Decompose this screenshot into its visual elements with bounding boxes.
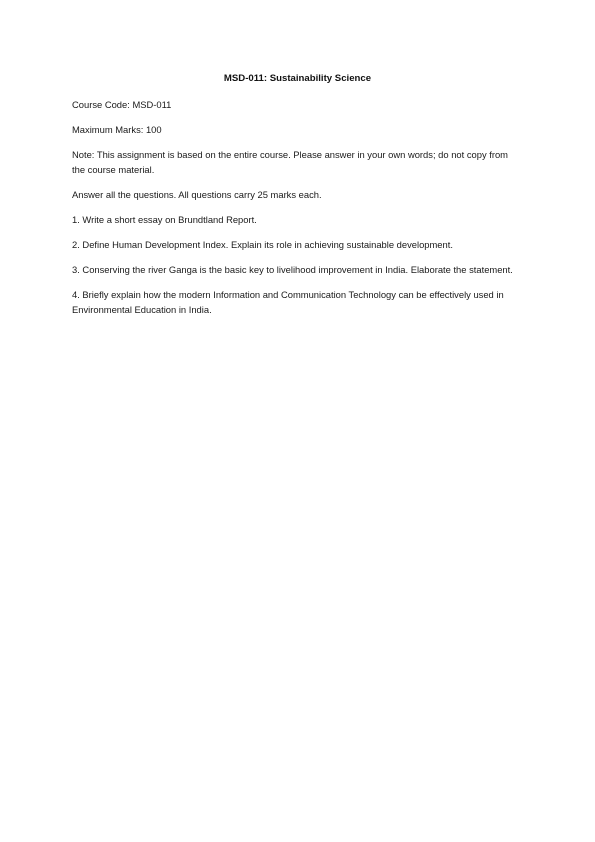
question-4: 4. Briefly explain how the modern Information and Communication Technology can be effectively used in Environmental Education in India.: [72, 289, 504, 315]
maximum-marks: Maximum Marks: 100: [72, 124, 162, 135]
instructions: Answer all the questions. All questions carry 25 marks each.: [72, 189, 322, 200]
assignment-note: Note: This assignment is based on the entire course. Please answer in your own words; do not copy from the course material.: [72, 149, 508, 175]
course-code: Course Code: MSD-011: [72, 99, 172, 110]
question-2: 2. Define Human Development Index. Explain its role in achieving sustainable development.: [72, 239, 453, 250]
document-title: MSD-011: Sustainability Science: [223, 73, 372, 84]
document-body: [72, 97, 522, 327]
question-1: 1. Write a short essay on Brundtland Report.: [72, 214, 257, 225]
question-3: 3. Conserving the river Ganga is the basic key to livelihood improvement in India. Elaborate the statement.: [72, 264, 513, 275]
